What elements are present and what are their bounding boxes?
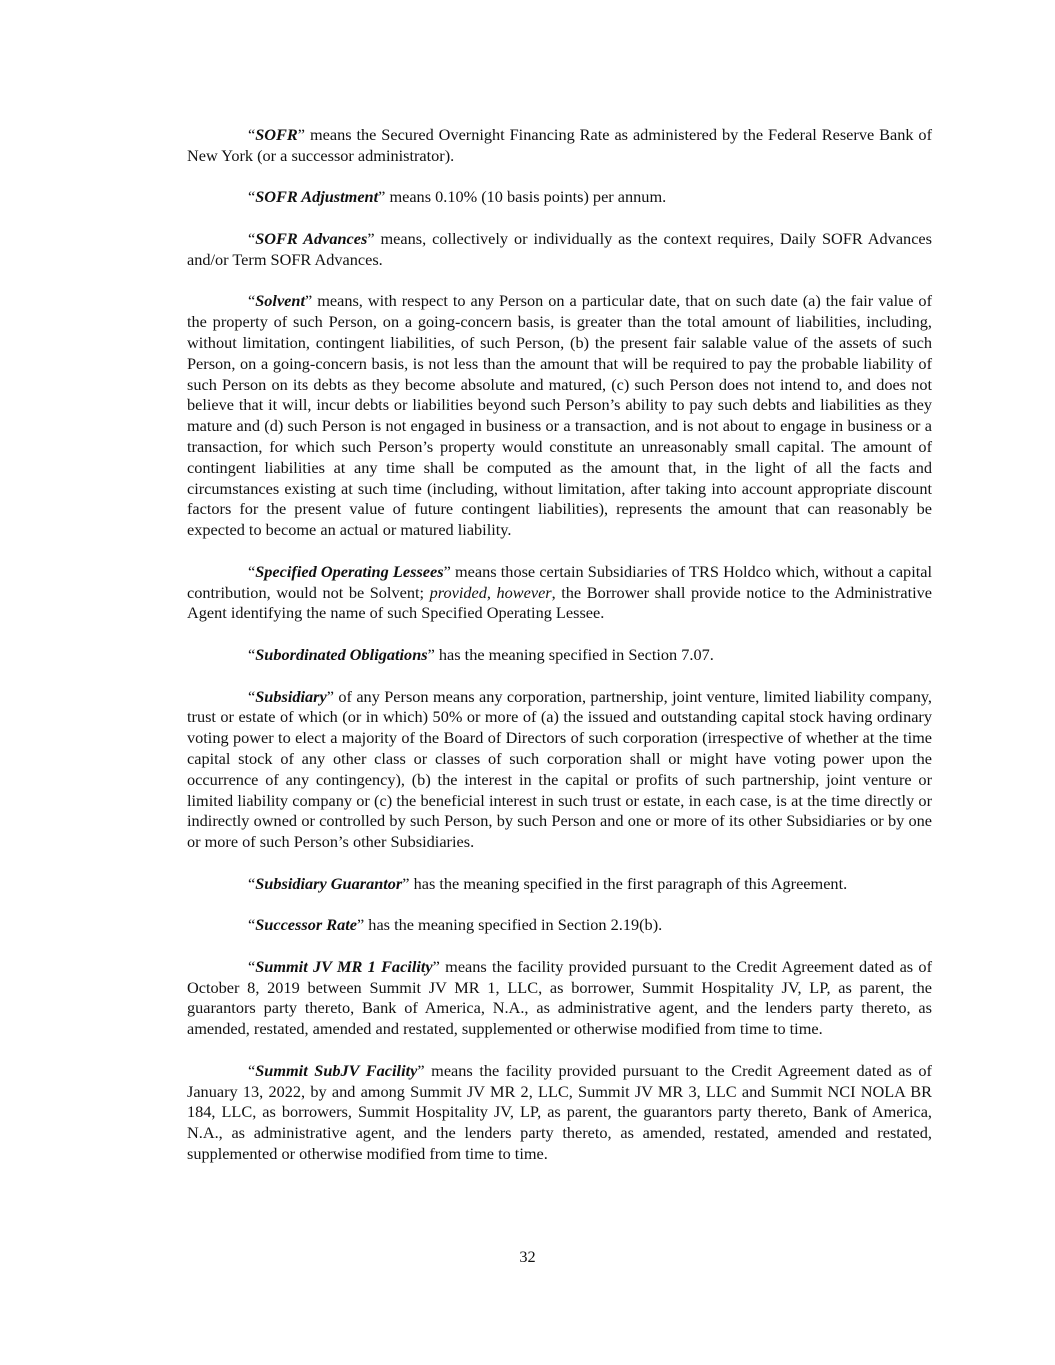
definition-text: has the meaning specified in Section 7.07. xyxy=(434,644,714,664)
definition-emphasis: provided xyxy=(429,582,487,602)
definition-sofr: “SOFR” means the Secured Overnight Financing Rate as administered by the Federal Reserve Bank of New York (or a successor administrator). xyxy=(187,125,932,165)
definition-solvent: “Solvent” means, with respect to any Person on a particular date, that on such date (a) the fair value of the property of such Person, on a going-concern basis, is greater than the total amount of liabilities, including, without limitation, contingent liabilities, of such Person, (b) the present fair salable value of the assets of such Person, on a going-concern basis, is not less than the amount that will be required to pay the probable liability of such Person on its debts as they become absolute and matured, (c) such Person does not intend to, and does not believe that it will, incur debts or liabilities beyond such Person’s ability to pay such debts and liabilities as they mature and (d) such Person is not engaged in business or a transaction, and is not about to engage in business or a transaction, for which such Person’s property would constitute an unreasonably small capital. The amount of contingent liabilities at any time shall be computed as the amount that, in the light of all the facts and circumstances existing at such time (including, without limitation, after taking into account appropriate discount factors for the present value of future contingent liabilities), represents the amount that can reasonably be expected to become an actual or matured liability. xyxy=(187,291,932,540)
defined-term: Summit SubJV Facility xyxy=(255,1060,418,1080)
defined-term: SOFR Adjustment xyxy=(255,187,379,207)
definition-text: means, with respect to any Person on a particular date, that on such date (a) the fair value of the property of such Person, on a going-concern basis, is greater than the total amount of liabilities, including, without limitation, contingent liabilities, of such Person, (b) the present fair salable value of the assets of such Person, on a going-concern basis, is not less than the amount that will be required to pay the probable liability of such Person on its debts as they become absolute and matured, (c) such Person does not intend to, and does not believe that it will, incur debts or liabilities beyond such Person’s ability to pay such debts and liabilities as they mature and (d) such Person is not engaged in business or a transaction, and is not about to engage in business or a transaction, for which such Person’s property would constitute an unreasonably small capital. The amount of contingent liabilities at any time shall be computed as the amount that, in the light of all the facts and circumstances existing at such time (including, without limitation, after taking into account appropriate discount factors for the present value of future contingent liabilities), represents the amount that can reasonably be expected to become an actual or matured liability. xyxy=(187,291,932,540)
definition-text: , the Borrower shall provide notice to the Administrative Agent identifying the name of such Specified Operating Lessee. xyxy=(187,582,933,623)
definition-text: means the Secured Overnight Financing Rate as administered by the Federal Reserve Bank of New York (or a successor administrator). xyxy=(187,125,932,165)
definition-text: , xyxy=(486,582,497,602)
definition-text: means 0.10% (10 basis points) per annum. xyxy=(385,187,667,207)
definition-specified-operating-lessees: “Specified Operating Lessees” means those certain Subsidiaries of TRS Holdco which, without a capital contribution, would not be Solvent; provided, however, the Borrower shall provide notice to the Administrative Agent identifying the name of such Specified Operating Lessee. xyxy=(187,561,933,623)
definition-emphasis: however xyxy=(496,582,552,602)
definition-subordinated-obligations: “Subordinated Obligations” has the meaning specified in Section 7.07. xyxy=(248,644,714,664)
definition-text: means, collectively or individually as the context requires, Daily SOFR Advances and/or Term SOFR Advances. xyxy=(187,228,932,269)
defined-term: Subordinated Obligations xyxy=(255,644,428,664)
definition-text: means the facility provided pursuant to the Credit Agreement dated as of January 13, 2022, by and among Summit JV MR 2, LLC, Summit JV MR 3, LLC and Summit NCI NOLA BR 184, LLC, as borrowers, Summit Hospitality JV, LP, as parent, the guarantors party thereto, Bank of America, N.A., as administrative agent, and the lenders party thereto, as amended, restated, amended and restated, supplemented or otherwise modified from time to time. xyxy=(187,1060,932,1164)
defined-term: Specified Operating Lessees xyxy=(255,561,444,581)
definition-text: means those certain Subsidiaries of TRS Holdco which, without a capital contribution, would not be Solvent; xyxy=(187,561,932,602)
defined-term: Subsidiary xyxy=(255,686,327,706)
definition-text: has the meaning specified in Section 2.19(b). xyxy=(364,915,663,935)
definition-text: has the meaning specified in the first paragraph of this Agreement. xyxy=(409,873,848,893)
definition-sofr-adjustment: “SOFR Adjustment” means 0.10% (10 basis points) per annum. xyxy=(248,187,667,207)
definition-summit-subjv-facility: “Summit SubJV Facility” means the facility provided pursuant to the Credit Agreement dated as of January 13, 2022, by and among Summit JV MR 2, LLC, Summit JV MR 3, LLC and Summit NCI NOLA BR 184, LLC, as borrowers, Summit Hospitality JV, LP, as parent, the guarantors party thereto, Bank of America, N.A., as administrative agent, and the lenders party thereto, as amended, restated, amended and restated, supplemented or otherwise modified from time to time. xyxy=(187,1060,932,1164)
definition-subsidiary: “Subsidiary” of any Person means any corporation, partnership, joint venture, limited liability company, trust or estate of which (or in which) 50% or more of (a) the issued and outstanding capital stock having ordinary voting power to elect a majority of the Board of Directors of such corporation (irrespective of whether at the time capital stock of any other class or classes of such corporation shall or might have voting power upon the occurrence of any contingency), (b) the interest in the capital or profits of such partnership, joint venture or limited liability company or (c) the beneficial interest in such trust or estate, in each case, is at the time directly or indirectly owned or controlled by such Person, by such Person and one or more of its other Subsidiaries or by one or more of such Person’s other Subsidiaries. xyxy=(187,686,932,852)
definition-text: means the facility provided pursuant to the Credit Agreement dated as of October 8, 2019 between Summit JV MR 1, LLC, as borrower, Summit Hospitality JV, LP, as parent, the guarantors party thereto, Bank of America, N.A., as administrative agent, and the lenders party thereto, as amended, restated, amended and restated, supplemented or otherwise modified from time to time. xyxy=(187,956,932,1039)
page-number: 32 xyxy=(519,1247,536,1266)
defined-term: Solvent xyxy=(255,291,305,311)
defined-term: Successor Rate xyxy=(255,915,357,935)
document-page xyxy=(187,125,932,1186)
definition-text: of any Person means any corporation, partnership, joint venture, limited liability company, trust or estate of which (or in which) 50% or more of (a) the issued and outstanding capital stock having ordinary voting power to elect a majority of the Board of Directors of such corporation (irrespective of whether at the time capital stock of any other class or classes of such corporation shall or might have voting power upon the occurrence of any contingency), (b) the interest in the capital or profits of such partnership, joint venture or limited liability company or (c) the beneficial interest in such trust or estate, in each case, is at the time directly or indirectly owned or controlled by such Person, by such Person and one or more of its other Subsidiaries or by one or more of such Person’s other Subsidiaries. xyxy=(187,686,932,852)
defined-term: Summit JV MR 1 Facility xyxy=(255,956,433,976)
defined-term: Subsidiary Guarantor xyxy=(255,873,403,893)
definition-subsidiary-guarantor: “Subsidiary Guarantor” has the meaning specified in the first paragraph of this Agreement. xyxy=(248,873,848,893)
defined-term: SOFR Advances xyxy=(255,228,368,248)
definition-sofr-advances: “SOFR Advances” means, collectively or individually as the context requires, Daily SOFR Advances and/or Term SOFR Advances. xyxy=(187,228,932,269)
defined-term: SOFR xyxy=(255,125,298,144)
definition-successor-rate: “Successor Rate” has the meaning specified in Section 2.19(b). xyxy=(248,915,663,935)
definition-summit-jv-mr-1-facility: “Summit JV MR 1 Facility” means the facility provided pursuant to the Credit Agreement dated as of October 8, 2019 between Summit JV MR 1, LLC, as borrower, Summit Hospitality JV, LP, as parent, the guarantors party thereto, Bank of America, N.A., as administrative agent, and the lenders party thereto, as amended, restated, amended and restated, supplemented or otherwise modified from time to time. xyxy=(187,956,932,1039)
